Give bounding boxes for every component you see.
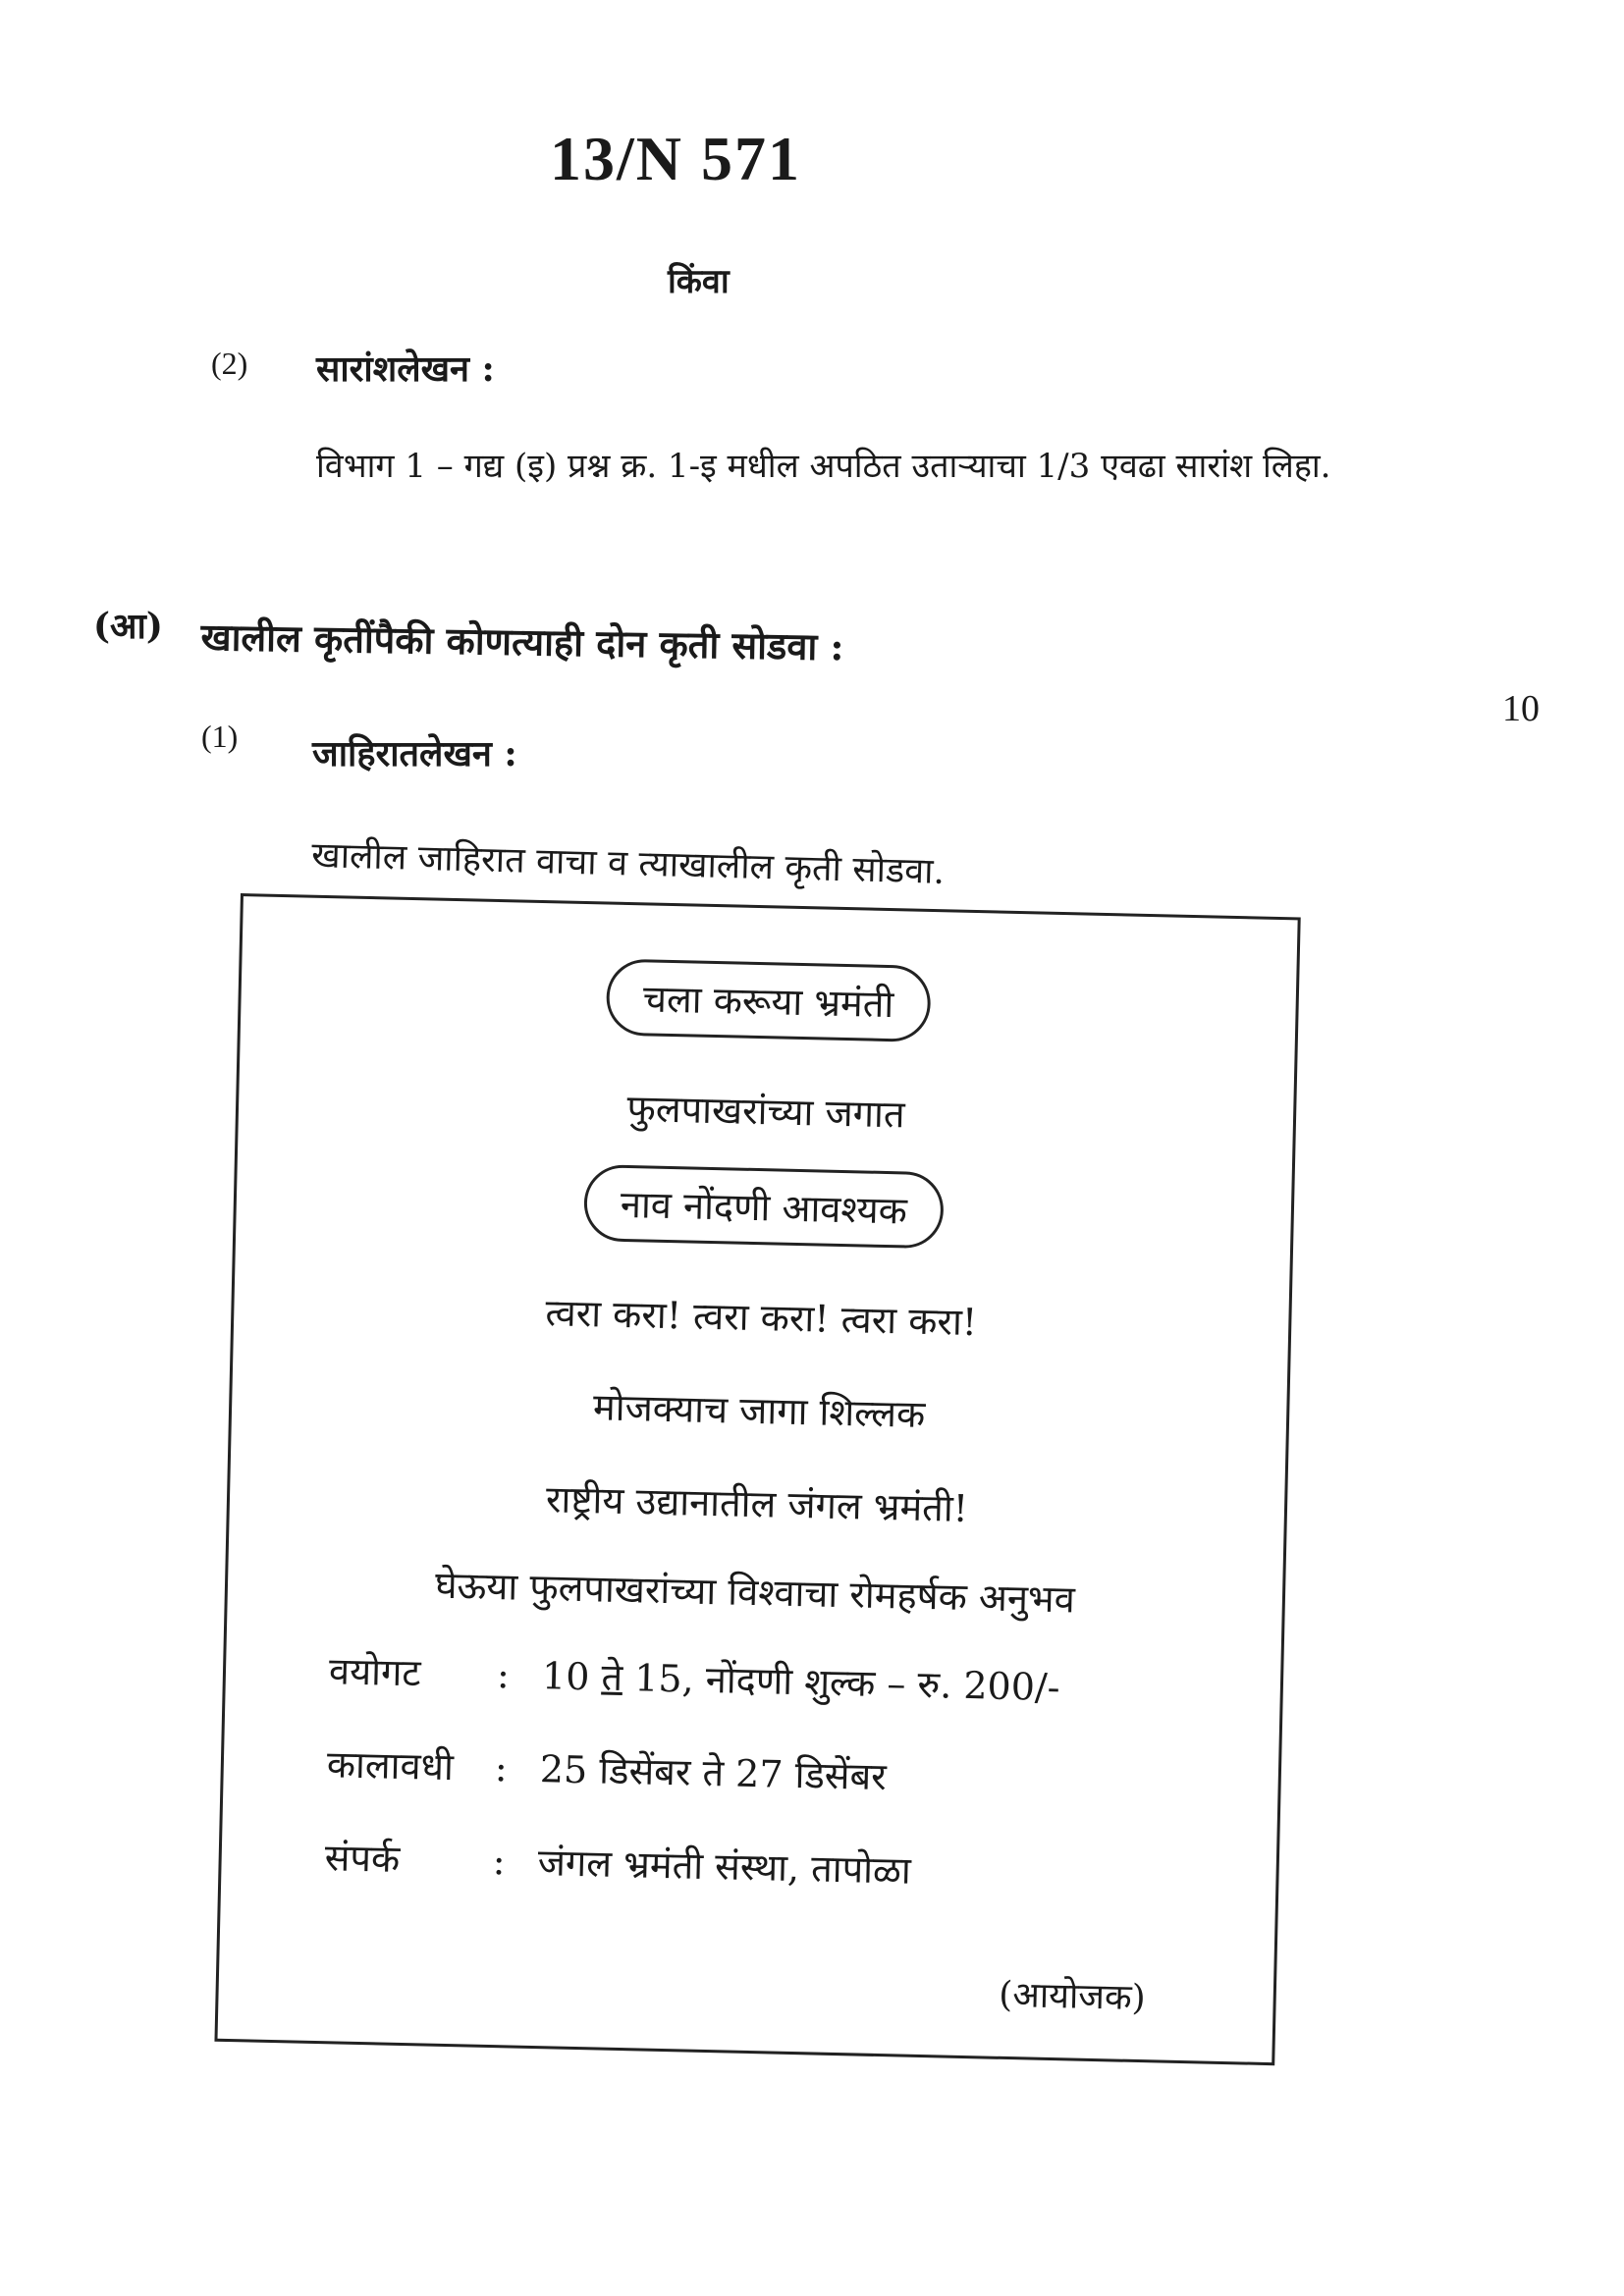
contact-label: संपर्क (324, 1836, 401, 1881)
paper-code: 13/N 571 (550, 124, 801, 193)
age-colon: : (496, 1653, 511, 1697)
age-row (328, 1644, 1060, 1712)
age-label: वयोगट (328, 1649, 422, 1695)
summary-writing-title: सारांशलेखन : (316, 348, 495, 390)
or-heading: किंवा (668, 262, 730, 301)
advert-seats: मोजक्याच जागा शिल्लक (592, 1385, 926, 1436)
section-aa-label: (आ) (93, 606, 163, 647)
age-rest: 15, नोंदणी शुल्क – रु. 200/- (633, 1656, 1061, 1710)
advert-instruction: खालील जाहिरात वाचा व त्याखालील कृती सोडवा. (310, 834, 946, 892)
contact-colon: : (492, 1840, 507, 1884)
advert-subline: फुलपाखरांच्या जगात (626, 1086, 906, 1137)
advert-tour: राष्ट्रीय उद्यानातील जंगल भ्रमंती! (545, 1477, 969, 1530)
section-aa-instruction: खालील कृतींपैकी कोणत्याही दोन कृती सोडवा : (200, 614, 844, 669)
contact-value: जंगल भ्रमंती संस्था, तापोळा (537, 1841, 912, 1893)
advert-hurry: त्वरा करा! त्वरा करा! त्वरा करा! (545, 1291, 978, 1345)
headline-pill: चला करूया भ्रमंती (606, 958, 931, 1041)
marks: 10 (1502, 688, 1540, 729)
registration-pill: नाव नोंदणी आवश्यक (583, 1164, 945, 1249)
contact-row (324, 1831, 911, 1896)
duration-row (326, 1737, 887, 1801)
duration-label: कालावधी (326, 1742, 455, 1789)
question-number-1: (1) (201, 719, 239, 754)
age-to: ते (601, 1655, 623, 1700)
organizer-label: (आयोजक) (998, 1974, 1147, 2019)
advert-experience: घेऊया फुलपाखरांच्या विश्वाचा रोमहर्षक अनुभव (434, 1563, 1076, 1622)
duration-colon: : (494, 1746, 509, 1790)
summary-writing-instruction: विभाग 1 – गद्य (इ) प्रश्न क्र. 1-इ मधील अपठित उताऱ्याचा 1/3 एवढा सारांश लिहा. (316, 447, 1331, 486)
advert-writing-title: जाहिरातलेखन : (312, 733, 517, 774)
duration-value: 25 डिसेंबर ते 27 डिसेंबर (539, 1747, 888, 1799)
age-from: 10 (541, 1654, 590, 1699)
advertisement-box (214, 893, 1300, 2065)
question-number-2: (2) (211, 346, 248, 381)
